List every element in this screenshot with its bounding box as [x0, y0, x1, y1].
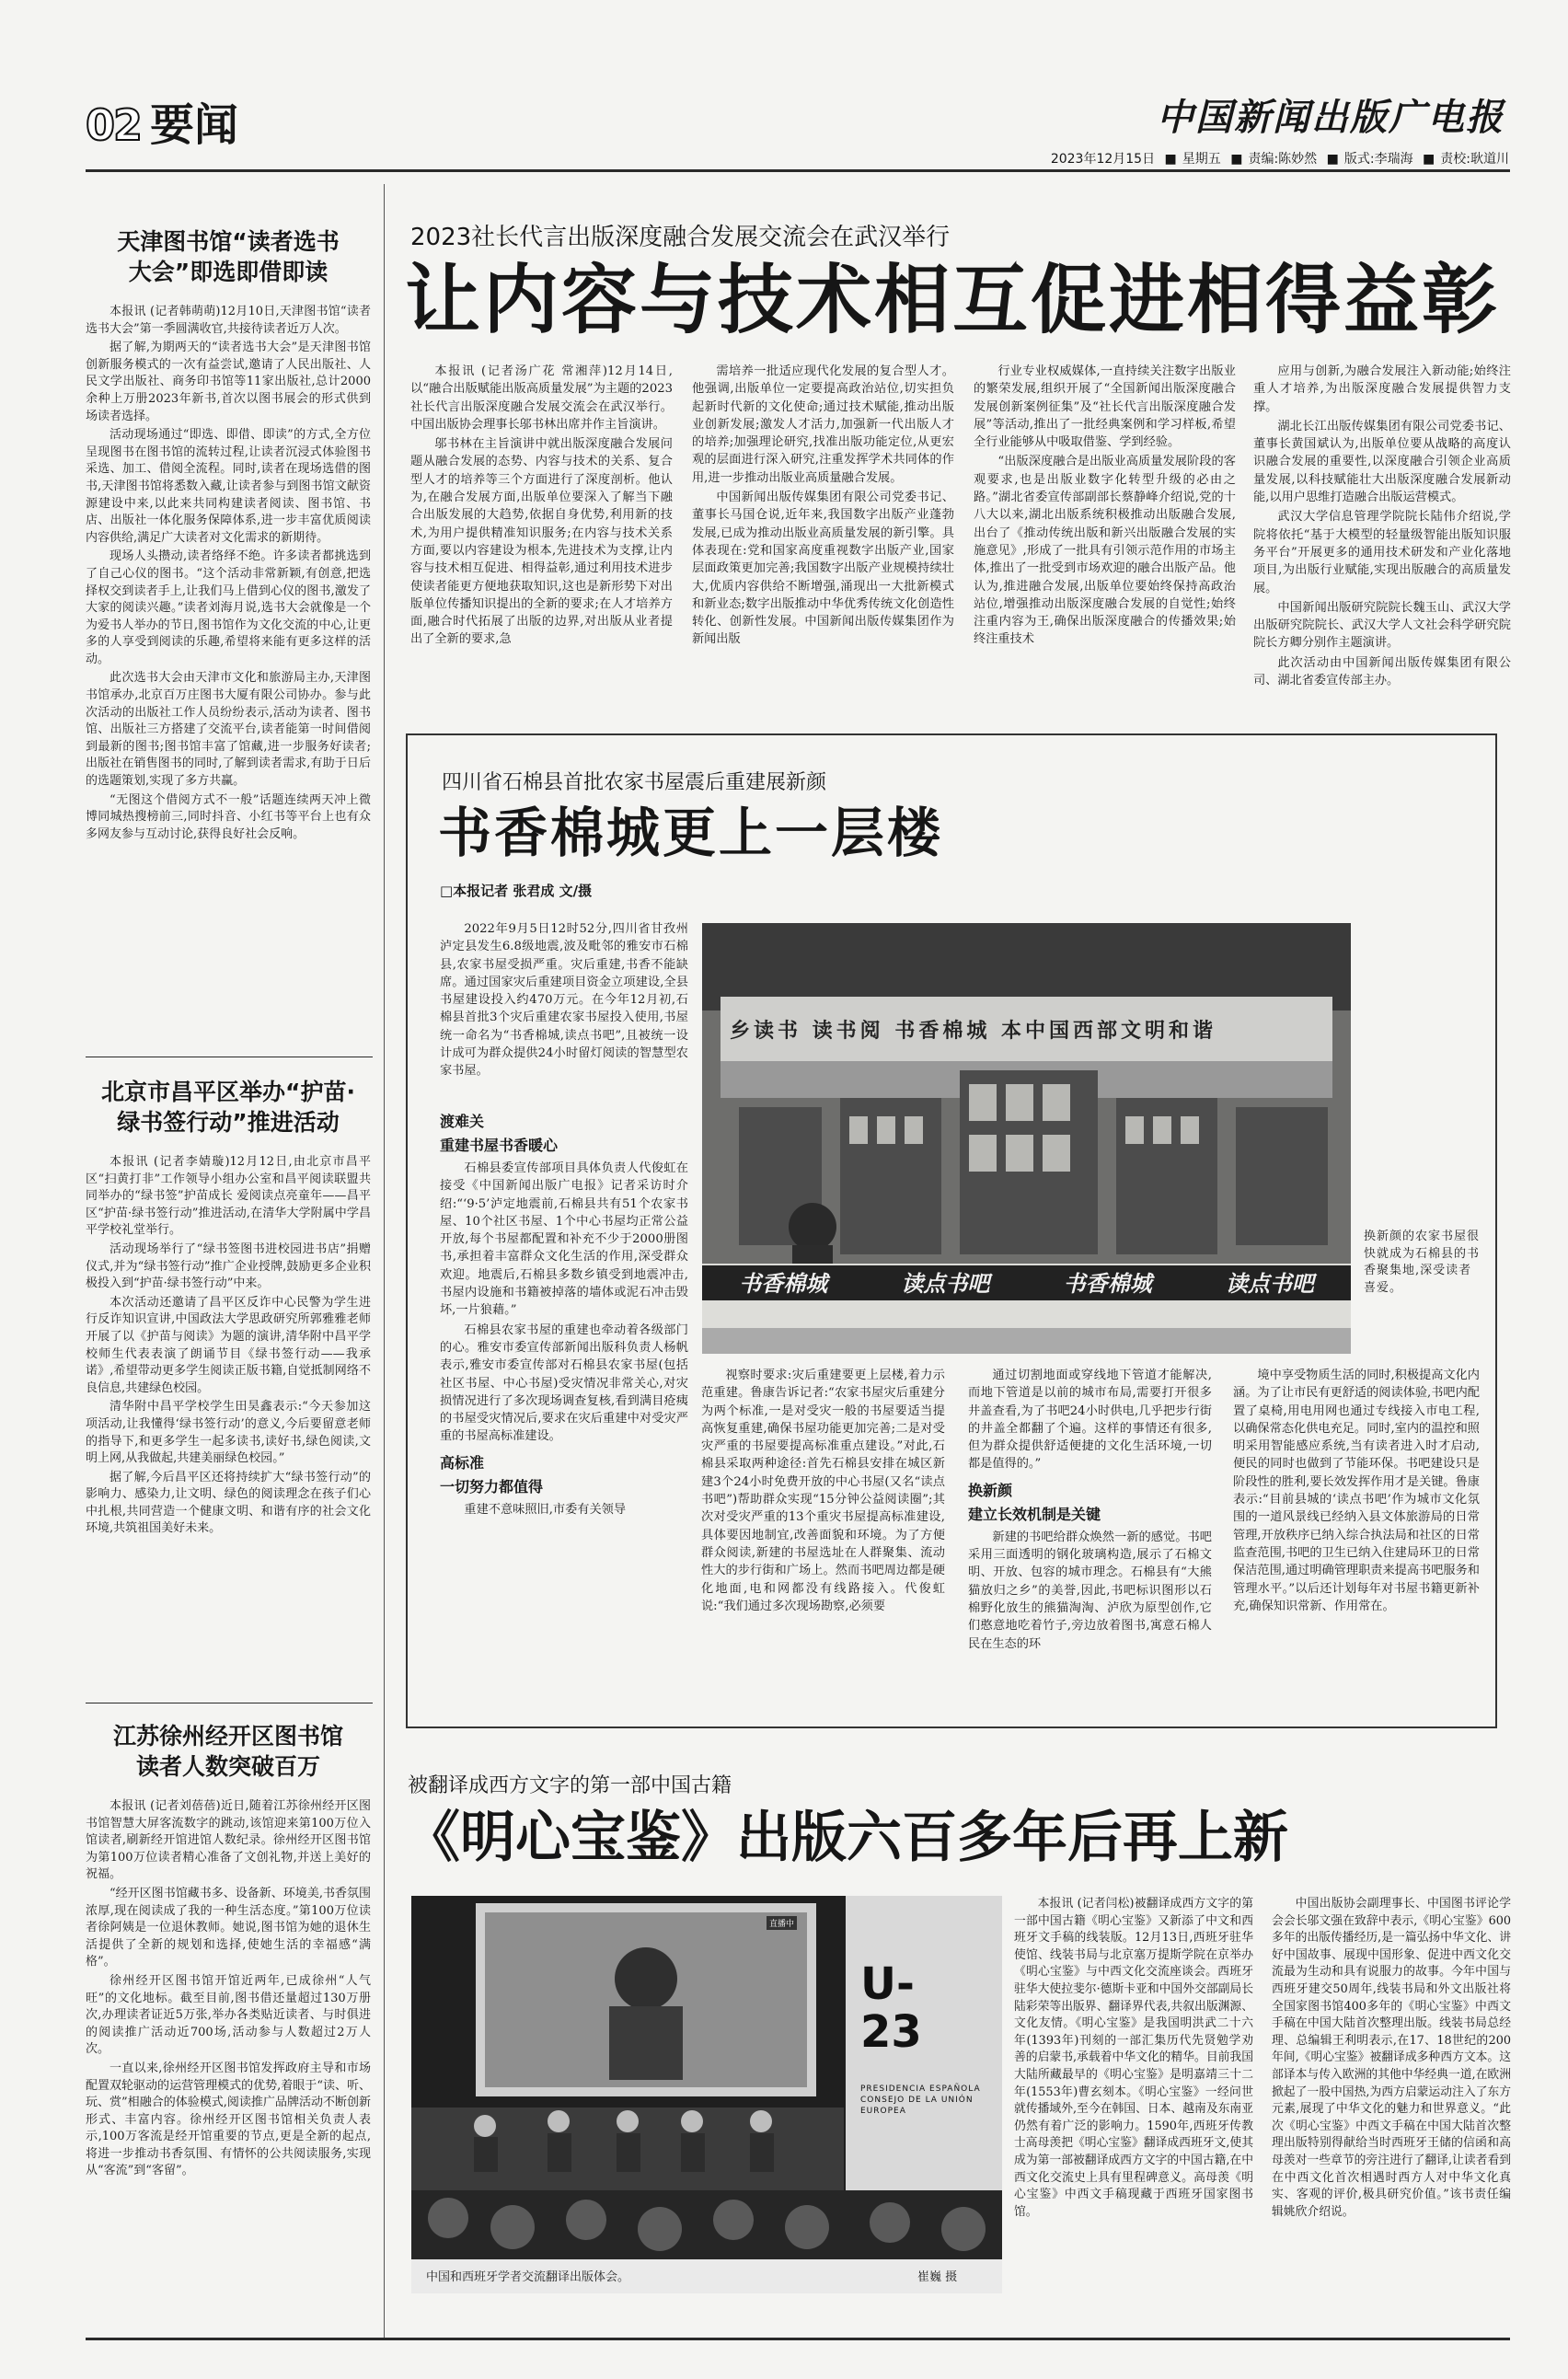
bookstore-sign: 乡读书 读书阅 书香棉城 本中国西部文明和谐	[730, 1020, 1216, 1043]
page-number: 02	[86, 100, 142, 150]
feature-col-a: 渡难关 重建书屋书香暖心 石棉县委宣传部项目具体负责人代俊虹在接受《中国新闻出版广电报》记者采访时介绍:“‘9·5’泸定地震前,石棉县共有51个农家书屋、10个社区书屋、1个中心书屋均正常公益开放,每个书屋都配置和补充不少于2000册图书,承担着丰富群众文化生活的作用,深受群众欢迎。地震后,石棉县多数乡镇受到地震冲击,书屋内设施和书籍被掉落的墙体或泥石冲击毁坏,一片狼藉。” 石棉县农家书屋的重建也牵动着各级部门的心。雅安市委宣传部新闻出版科负责人杨帆表示,雅安市委宣传部对石棉县农家书屋(包括社区书屋、中心书屋)受灾情况非常关心,对灾损情况进行了多次现场调查复核,看到满目疮痍的书屋受灾情况后,要求在灾后重建中对受灾严重的书屋高标准建设。 高标准 一切努力都值得 重建不意味照旧,市委有关领导	[440, 1113, 688, 1517]
lead-headline: 让内容与技术相互促进相得益彰	[405, 256, 1501, 344]
layout-editor: 版式:李瑞海	[1343, 152, 1413, 167]
article-tianjin	[86, 226, 371, 845]
bottom-kicker: 被翻译成西方文字的第一部中国古籍	[408, 1774, 732, 1797]
masthead-meta: 2023年12月15日 ■ 星期五 ■ 责编:陈妙然 ■ 版式:李瑞海 ■ 责校:耿道川	[1050, 152, 1509, 167]
article-body: 本报讯 (记者韩萌萌)12月10日,天津图书馆“读者选书大会”第一季圆满收官,共接待读者近万人次。 据了解,为期两天的“读者选书大会”是天津图书馆创新服务模式的一次有益尝试,邀请了人民出版社、人民文学出版社、商务印书馆等11家出版社,总计2000余种上万册2023年新书,首次以图书展会的形式供到场读者选择。 活动现场通过“即选、即借、即读”的方式,全方位呈现图书在图书馆的流转过程,让读者沉浸式体验图书采选、加工、借阅全流程。同时,读者在现场选借的图书,天津图书馆将悉数入藏,让读者参与到图书馆文献资源建设中来,以此来共同构建读者阅读、图书馆、书店、出版社一体化服务保障体系,进一步丰富优质阅读内容供给,满足广大读者对文化需求的新期待。 现场人头攒动,读者络绎不绝。许多读者都挑选到了自己心仪的图书。“这个活动非常新颖,有创意,把选择权交到读者手上,让我们马上借到心仪的图书,激发了大家的阅读兴趣。”读者刘海月说,选书大会就像是一个为爱书人举办的节日,图书馆作为文化交流的中心,让更多的人享受到阅读的乐趣,希望将来能有更多这样的活动。 此次选书大会由天津市文化和旅游局主办,天津图书馆承办,北京百万庄图书大厦有限公司协办。参与此次活动的出版社工作人员纷纷表示,活动为读者、图书馆、出版社三方搭建了交流平台,读者能第一时间借阅到最新的图书;图书馆丰富了馆藏,进一步服务好读者;出版社在销售图书的同时,了解到读者需求,有助于日后的选题策划,实现了多方共赢。 “无图这个借阅方式不一般”话题连续两天冲上微博同城热搜榜前三,同时抖音、小红书等平台上也有众多网友参与互动讨论,获得良好社会反响。	[86, 305, 371, 841]
bottom-headline: 《明心宝鉴》出版六百多年后再上新	[405, 1806, 1288, 1870]
article-changping	[86, 1077, 371, 1540]
feature-intro: 2022年9月5日12时52分,四川省甘孜州泸定县发生6.8级地震,波及毗邻的雅安市石棉县,农家书屋受损严重。灾后重建,书香不能缺席。通过国家灾后重建项目资金立项建设,全县书屋建设投入约470万元。在今年12月初,石棉县首批3个灾后重建农家书屋投入使用,书屋统一命名为“书香棉城,读点书吧”,且被统一设计成可为群众提供24小时留灯阅读的智慧型农家书屋。	[440, 922, 688, 1079]
left-column-divider	[384, 184, 385, 2338]
bottom-photo-caption: 中国和西班牙学者交流翻译出版体会。	[426, 2270, 630, 2284]
feature-col-c: 通过切割地面或穿线地下管道才能解决,而地下管道是以前的城市布局,需要打开很多井盖查看,为了书吧24小时供电,几乎把步行街的井盖全都翻了个遍。这样的事情还有很多,但为群众提供舒适便捷的文化生活环境,一切都是值得的。” 换新颜 建立长效机制是关键 新建的书吧给群众焕然一新的感觉。书吧采用三面透明的钢化玻璃构造,展示了石棉文明、开放、包容的城市理念。石棉县有“大熊猫放归之乡”的美誉,因此,书吧标识图形以石棉野化放生的熊猫淘淘、泸欣为原型创作,它们憨意地吃着竹子,旁边放着图书,寓意石棉人民在生态的环	[968, 1369, 1212, 1651]
feature-headline: 书香棉城更上一层楼	[438, 802, 944, 864]
proofreader: 责校:耿道川	[1440, 152, 1509, 167]
article-title: 天津图书馆“读者选书 大会”即选即借即读	[117, 228, 340, 285]
lead-col-2: 需培养一批适应现代化发展的复合型人才。他强调,出版单位一定要提高政治站位,切实担负起新时代新的文化使命;通过技术赋能,推动出版业创新发展;激发人才活力,加强新一代出版人才的培养;加强理论研究,找准出版功能定位,从更宏观的层面进行深入研究,注重发挥学术共同体的作用,进一步推动出版业高质量融合发展。 中国新闻出版传媒集团有限公司党委书记、董事长马国仓说,近年来,我国数字出版产业蓬勃发展,已成为推动出版业高质量发展的新引擎。具体表现在:党和国家高度重视数字出版产业,国家层面政策更加完善;我国数字出版产业规模持续壮大,优质内容供给不断增强,涌现出一大批新模式和新业态;数字出版推动中华优秀传统文化创造性转化、创新性发展。中国新闻出版传媒集团作为新闻出版	[692, 364, 954, 647]
masthead-rule	[86, 169, 1510, 172]
article-body: 本报讯 (记者刘蓓蓓)近日,随着江苏徐州经开区图书馆智慧大屏客流数字的跳动,该馆迎来第100万位入馆读者,刷新经开馆进馆人数纪录。徐州经开区图书馆为第100万位读者精心准备了文创礼物,并送上美好的祝福。 “经开区图书馆藏书多、设备新、环境美,书香氛围浓厚,现在阅读成了我的一种生活态度。”第100万位读者徐阿姨是一位退休教师。她说,图书馆为她的退休生活提供了全新的规划和选择,使她生活的幸福感“满格”。 徐州经开区图书馆开馆近两年,已成徐州“人气旺”的文化地标。截至目前,图书借还量超过130万册次,办理读者证近5万张,举办各类贴近读者、与时俱进的阅读推广活动近700场,活动参与人数超过2万人次。 一直以来,徐州经开区图书馆发挥政府主导和市场配置双轮驱动的运营管理模式的优势,着眼于“读、听、玩、赏”相融合的体验模式,阅读推广品牌活动不断创新形式、丰富内容。徐州经开区图书馆相关负责人表示,100万客流是经开馆重要的节点,更是全新的起点,将进一步推动书香氛围、有情怀的公共阅读服务,实现从“客流”到“客留”。	[86, 1799, 371, 2178]
feature-photo-caption: 换新颜的农家书屋很快就成为石棉县的书香聚集地,深受读者喜爱。	[1364, 1230, 1481, 1295]
feature-col-b: 视察时要求:灾后重建要更上层楼,着力示范重建。鲁康告诉记者:“农家书屋灾后重建分为两个标准,一是对受灾一般的书屋要适当提高恢复重建,确保书屋功能更加完善;二是对受灾严重的书屋要提高标准重点建设。”对此,石棉县采取两种途径:首先石棉县安排在城区新建3个24小时免费开放的中心书屋(又名“读点书吧”)帮助群众实现“15分钟公益阅读圈”;其次对受灾严重的13个重灾书屋提高标准建设,具体要因地制宜,改善面貌和环境。为了方便群众阅读,新建的书屋选址在人群聚集、流动性大的步行街和广场上。然而书吧周边都是硬化地面,电和网都没有线路接入。代俊虹说:“我们通过多次现场勘察,必须要	[701, 1369, 945, 1613]
paper-logo: 中国新闻出版广电报	[1157, 96, 1505, 139]
bottom-rule	[86, 2338, 1510, 2340]
bookstore-banner: 书香棉城 读点书吧 书香棉城 读点书吧	[739, 1270, 1314, 1297]
u23-banner: U- 23 PRESIDENCIA ESPAÑOLA CONSEJO DE LA UNIÓN EUROPEA	[860, 1958, 981, 2116]
article-title: 江苏徐州经开区图书馆 读者人数突破百万	[112, 1723, 343, 1780]
screen-label: 直播中	[767, 1916, 797, 1930]
article-title: 北京市昌平区举办“护苗· 绿书签行动”推进活动	[101, 1079, 355, 1136]
bottom-photo-credit: 崔巍 摄	[917, 2270, 958, 2284]
article-body: 本报讯 (记者李婧璇)12月12日,由北京市昌平区“扫黄打非”工作领导小组办公室和昌平阅读联盟共同举办的“绿书签”护苗成长 爱阅读点亮童年——昌平区“护苗·绿书签行动”推进活动,在清华大学附属中学昌平学校礼堂举行。 活动现场举行了“绿书签图书进校园进书店”捐赠仪式,并为“绿书签行动”推广企业授牌,鼓励更多企业积极投入到“护苗·绿书签行动”中来。 本次活动还邀请了昌平区反诈中心民警为学生进行反诈知识宣讲,中国政法大学思政研究所郭雅雅老师开展了以《护苗与阅读》为题的演讲,清华附中昌平学校师生代表表演了朗诵节目《绿书签行动——我承诺》,希望带动更多学生阅读正版书籍,自觉抵制网络不良信息,共建绿色校园。 清华附中昌平学校学生田昊鑫表示:“今天参加这项活动,让我懂得‘绿书签行动’的意义,今后要留意老师的指导下,和更多学生一起多读书,读好书,绿色阅读,文明上网,从我做起,共建美丽绿色校园。” 据了解,今后昌平区还将持续扩大“绿书签行动”的影响力、感染力,让文明、绿色的阅读理念在孩子们心中扎根,共同营造一个健康文明、和谐有序的社会文化环境,共筑祖国美好未来。	[86, 1155, 371, 1536]
date: 2023年12月15日	[1050, 152, 1156, 167]
editor: 责编:陈妙然	[1248, 152, 1318, 167]
section-title: 要闻	[150, 99, 239, 151]
feature-col-d: 境中享受物质生活的同时,积极提高文化内涵。为了让市民有更舒适的阅读体验,书吧内配置了桌椅,用电用网也通过专线接入市电工程,以确保常态化供电充足。同时,室内的温控和照明采用智能感应系统,当有读者进入时才启动,便民的同时也做到了节能环保。书吧建设只是阶段性的胜利,要长效发挥作用才是关键。鲁康表示:“目前县城的‘读点书吧’作为城市文化氛围的一道风景线已经纳入县文体旅游局的日常管理,开放秩序已纳入综合执法局和社区的日常监查范围,书吧的卫生已纳入住建局环卫的日常保洁范围,通过明确管理职责来提高书吧服务和管理水平。”以后还计划每年对书屋书籍更新补充,确保知识常新、作用常在。	[1233, 1369, 1480, 1613]
bottom-photo-forum	[411, 1896, 1002, 2293]
article-xuzhou	[86, 1721, 371, 2182]
bottom-col-1: 本报讯 (记者闫松)被翻译成西方文字的第一部中国古籍《明心宝鉴》又新添了中文和西班牙文手稿的线装版。12月13日,西班牙驻华使馆、线装书局与北京塞万提斯学院在京举办《明心宝鉴》与中西文化交流座谈会。西班牙驻华大使拉斐尔·德斯卡亚和中国外交部副局长陆彩荣等出版界、翻译界代表,共叙出版渊源、文化友情。《明心宝鉴》是我国明洪武二十六年(1393年)刊刻的一部汇集历代先贤勉学劝善的启蒙书,承载着中华文化的精华。目前我国大陆所藏最早的《明心宝鉴》是明嘉靖三十二年(1553年)曹玄刻本。《明心宝鉴》一经问世就传播域外,至今在韩国、日本、越南及东南亚仍然有着广泛的影响力。1590年,西班牙传教士高母羡把《明心宝鉴》翻译成西班牙文,使其成为第一部被翻译成西方文字的中国古籍,在中西文化交流史上具有里程碑意义。高母羡《明心宝鉴》中西文手稿现藏于西班牙国家图书馆。	[1014, 1897, 1254, 2219]
lead-col-4: 应用与创新,为融合发展注入新动能;始终注重人才培养,为出版深度融合发展提供智力支撑。 湖北长江出版传媒集团有限公司党委书记、董事长黄国斌认为,出版单位要从战略的高度认识融合发展的重要性,以深度融合引领企业高质量发展,以科技赋能壮大出版深度融合发展新动能,以用户思维打造融合出版运营模式。 武汉大学信息管理学院院长陆伟介绍说,学院将依托“基于大模型的轻量级智能出版知识服务平台”开展更多的通用技术研发和产业化落地项目,为出版行业赋能,实现出版融合的高质量发展。 中国新闻出版研究院院长魏玉山、武汉大学出版研究院院长、武汉大学人文社会科学研究院院长方卿分别作主题演讲。 此次活动由中国新闻出版传媒集团有限公司、湖北省委宣传部主办。	[1253, 364, 1511, 688]
bottom-col-2: 中国出版协会副理事长、中国图书评论学会会长邬文强在致辞中表示,《明心宝鉴》600多年的出版传播经历,是一篇弘扬中华文化、讲好中国故事、展现中国形象、促进中西文化交流最为生动和具有说服力的故事。今年中国与西班牙建交50周年,线装书局和外文出版社将全国家图书馆400多年的《明心宝鉴》中西文手稿在中国大陆首次整理出版。线装书局总经理、总编辑王利明表示,在17、18世纪的200年间,《明心宝鉴》被翻译成多种西方文本。这部译本与传入欧洲的其他中华经典一道,在欧洲掀起了一股中国热,为西方启蒙运动注入了东方元素,展现了中华文化的魅力和世界意义。“此次《明心宝鉴》中西文手稿在中国大陆首次整理出版特别得献给当时西班牙王储的信函和高母羡对一些章节的旁注进行了翻译,让读者看到在中西文化首次相遇时西方人对中华文化真实、客观的评价,极具研究价值。”该书责任编辑姚欣介绍说。	[1272, 1897, 1512, 2219]
lead-col-3: 行业专业权威媒体,一直持续关注数字出版业的繁荣发展,组织开展了“全国新闻出版深度融合发展创新案例征集”及“社长代言出版深度融合发展”等活动,推出了一批经典案例和学习样板,希望全行业能够从中吸取借鉴、学到经验。 “出版深度融合是出版业高质量发展阶段的客观要求,也是出版业数字化转型升级的必由之路。”湖北省委宣传部副部长蔡静峰介绍说,党的十八大以来,湖北出版系统积极推动出版融合发展,出台了《推动传统出版和新兴出版融合发展的实施意见》,形成了一批具有引领示范作用的市场主体,推出了一批受到市场欢迎的融合出版产品。他认为,推进融合发展,出版单位要始终保持高政治站位,增强推动出版深度融合发展的自觉性;始终注重内容为王,确保出版深度融合的传播效果;始终注重技术	[974, 364, 1236, 647]
feature-photo-bookstore	[702, 923, 1351, 1354]
lead-col-1: 本报讯 (记者汤广花 常湘萍)12月14日,以“融合出版赋能出版高质量发展”为主题的2023社长代言出版深度融合发展交流会在武汉举行。中国出版协会理事长邬书林出席并作主旨演讲。 邬书林在主旨演讲中就出版深度融合发展问题从融合发展的态势、内容与技术的关系、复合型人才的培养等三个方面进行了深度剖析。他认为,在融合发展方面,出版单位要深入了解当下融合出版发展的大趋势,依据自身优势,利用新的技术,为用户提供精准知识服务;在内容与技术关系方面,要以内容建设为根本,先进技术为支撑,让内容与技术相互促进、相得益彰,通过利用技术进步使读者能更方便地获取知识,这也是新形势下对出版单位传播知识提出的全新的要求;在人才培养方面,融合时代拓展了出版的边界,对出版从业者提出了全新的要求,急	[410, 364, 673, 647]
lead-kicker: 2023社长代言出版深度融合发展交流会在武汉举行	[410, 224, 951, 251]
feature-kicker: 四川省石棉县首批农家书屋震后重建展新颜	[442, 771, 827, 794]
feature-byline: □本报记者 张君成 文/摄	[440, 883, 593, 899]
weekday: 星期五	[1182, 152, 1221, 167]
